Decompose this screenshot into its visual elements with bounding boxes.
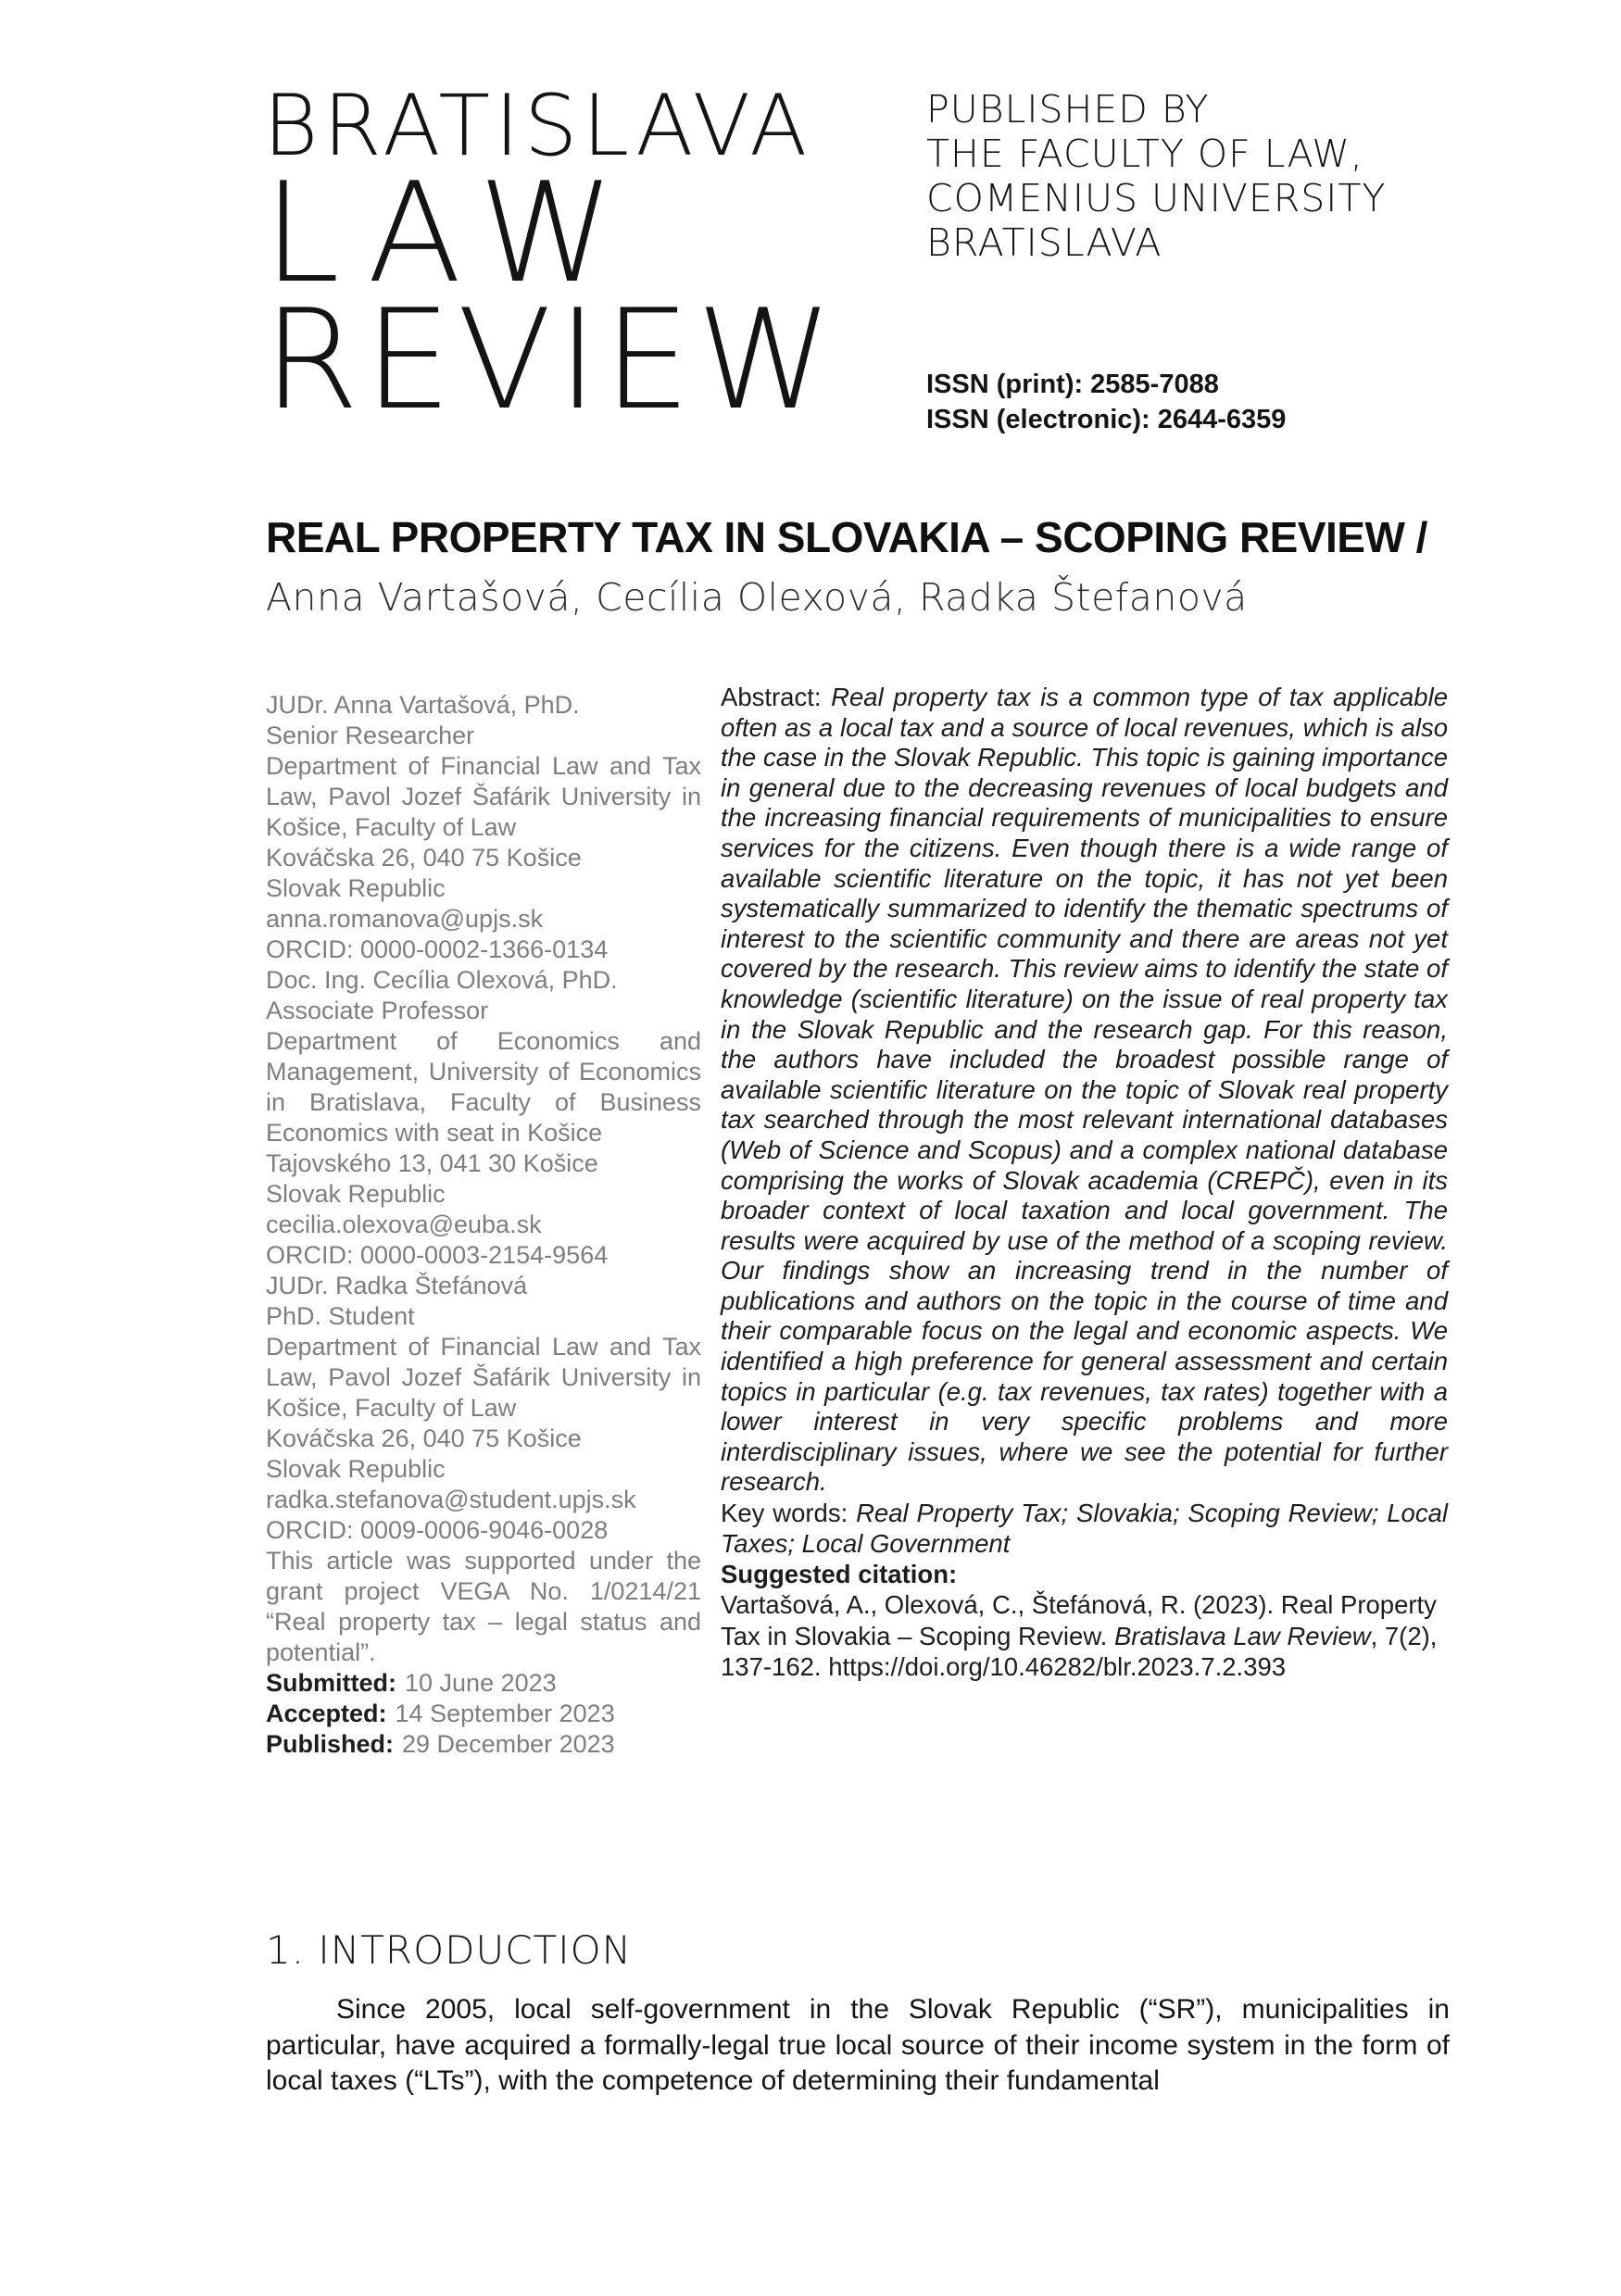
intro-paragraph: Since 2005, local self-government in the Slovak Republic (“SR”), municipalities in particular, have acquired a formally-legal true local source of their income system in the form of local taxes (“LTs”), with the competence of determining their fundamental: [266, 1994, 1450, 2096]
published-label: Published:: [266, 1730, 395, 1758]
author-name: JUDr. Radka Štefánová: [266, 1272, 528, 1299]
author-country: Slovak Republic: [266, 1455, 446, 1483]
issn-electronic-value: 2644-6359: [1157, 405, 1287, 434]
author-block-1: [266, 690, 701, 965]
citation-authors-part: Vartašová, A., Olexová, C., Štefánová, R. (2023). Real Property Tax in Slovakia – Scoping Review.: [721, 1590, 1437, 1650]
issn-print-label: ISSN (print):: [926, 370, 1084, 399]
article-authors: Anna Vartašová, Cecília Olexová, Radka Štefanová: [266, 575, 1248, 620]
author-role: PhD. Student: [266, 1302, 415, 1330]
author-role: Senior Researcher: [266, 721, 475, 749]
issn-electronic-label: ISSN (electronic):: [926, 405, 1150, 434]
citation-volume-pages: , 7(2), 137-162.: [721, 1621, 1438, 1682]
author-orcid: ORCID: 0000-0002-1366-0134: [266, 935, 609, 963]
citation-text: [721, 1589, 1448, 1683]
publisher-line: THE FACULTY OF LAW,: [926, 132, 1363, 176]
author-email: anna.romanova@upjs.sk: [266, 905, 544, 933]
issn-print: [926, 367, 1286, 402]
accepted-label: Accepted:: [266, 1700, 387, 1727]
author-country: Slovak Republic: [266, 874, 446, 902]
published-row: [266, 1729, 701, 1760]
abstract-label: Abstract:: [721, 683, 822, 711]
columns-area: [266, 683, 1448, 1760]
section-heading-introduction: 1. INTRODUCTION: [266, 1927, 633, 1973]
submitted-row: [266, 1668, 701, 1699]
author-orcid: ORCID: 0009-0006-9046-0028: [266, 1516, 609, 1544]
published-value: 29 December 2023: [402, 1730, 615, 1758]
journal-logo: [263, 78, 839, 441]
citation-label: Suggested citation:: [721, 1560, 958, 1589]
article-body: [266, 1929, 1450, 2100]
issn-block: [926, 367, 1286, 437]
author-role: Associate Professor: [266, 997, 489, 1024]
logo-line-bratislava: BRATISLAVA: [263, 78, 812, 175]
dates-block: [266, 1668, 701, 1760]
accepted-value: 14 September 2023: [395, 1700, 615, 1727]
publisher-line: PUBLISHED BY: [926, 87, 1210, 132]
logo-line-law: LAW: [263, 154, 639, 314]
author-affiliation: Department of Economics and Management, University of Economics in Bratislava, Faculty of Business Economics with seat in Košice: [266, 1027, 701, 1147]
submitted-label: Submitted:: [266, 1669, 396, 1697]
abstract-column: [721, 683, 1448, 1760]
issn-print-value: 2585-7088: [1090, 370, 1219, 399]
issn-electronic: [926, 402, 1286, 437]
submitted-value: 10 June 2023: [405, 1669, 557, 1697]
author-address: Kováčska 26, 040 75 Košice: [266, 1424, 582, 1452]
author-address: Tajovského 13, 041 30 Košice: [266, 1149, 598, 1177]
publisher-line: BRATISLAVA: [926, 220, 1162, 265]
article-title: REAL PROPERTY TAX IN SLOVAKIA – SCOPING REVIEW /: [266, 513, 1427, 561]
author-block-3: [266, 1271, 701, 1546]
author-address: Kováčska 26, 040 75 Košice: [266, 844, 582, 872]
author-orcid: ORCID: 0000-0003-2154-9564: [266, 1241, 609, 1269]
publisher-line: COMENIUS UNIVERSITY: [926, 176, 1387, 220]
author-country: Slovak Republic: [266, 1180, 446, 1208]
citation-doi: https://doi.org/10.46282/blr.2023.7.2.393: [828, 1652, 1287, 1682]
author-block-2: [266, 965, 701, 1271]
accepted-row: [266, 1699, 701, 1729]
author-affiliation: Department of Financial Law and Tax Law, Pavol Jozef Šafárik University in Košice, Faculty of Law: [266, 1333, 701, 1422]
grant-note: This article was supported under the grant project VEGA No. 1/0214/21 “Real property tax – legal status and potential”.: [266, 1547, 701, 1666]
publisher-block: [926, 87, 1386, 265]
author-email: cecilia.olexova@euba.sk: [266, 1211, 542, 1238]
author-email: radka.stefanova@student.upjs.sk: [266, 1486, 636, 1513]
citation-journal-name: Bratislava Law Review: [1113, 1621, 1371, 1650]
logo-line-review: REVIEW: [263, 281, 839, 441]
keywords: [721, 1498, 1448, 1559]
author-name: JUDr. Anna Vartašová, PhD.: [266, 691, 580, 719]
keywords-text: Real Property Tax; Slovakia; Scoping Review; Local Taxes; Local Government: [721, 1499, 1449, 1559]
author-name: Doc. Ing. Cecília Olexová, PhD.: [266, 966, 618, 994]
author-affiliation: Department of Financial Law and Tax Law, Pavol Jozef Šafárik University in Košice, Faculty of Law: [266, 752, 701, 841]
author-info-column: [266, 683, 701, 1760]
abstract-text: Real property tax is a common type of tax applicable often as a local tax and a source of local revenues, which is also the case in the Slovak Republic. This topic is gaining importance in general due to the decreasing revenues of local budgets and the increasing financial requirements of municipalities to ensure services for the citizens. Even though there is a wide range of available scientific literature on the topic, it has not yet been systematically summarized to identify the thematic spectrums of interest to the scientific community and there are areas not yet covered by the research. This review aims to identify the state of knowledge (scientific literature) on the issue of real property tax in the Slovak Republic and the research gap. For this reason, the authors have included the broadest possible range of available scientific literature on the topic of Slovak real property tax searched through the most relevant international databases (Web of Science and Scopus) and a complex national database comprising the works of Slovak academia (CREPČ), even in its broader context of local taxation and local government. The results were acquired by use of the method of a scoping review. Our findings show an increasing trend in the number of publications and authors on the topic in the course of time and their comparable focus on the legal and economic aspects. We identified a high preference for general assessment and certain topics in particular (e.g. tax revenues, tax rates) together with a lower interest in very specific problems and more interdisciplinary issues, where we see the potential for further research.: [721, 683, 1449, 1497]
keywords-label: Key words:: [721, 1499, 848, 1528]
abstract: [721, 683, 1448, 1498]
